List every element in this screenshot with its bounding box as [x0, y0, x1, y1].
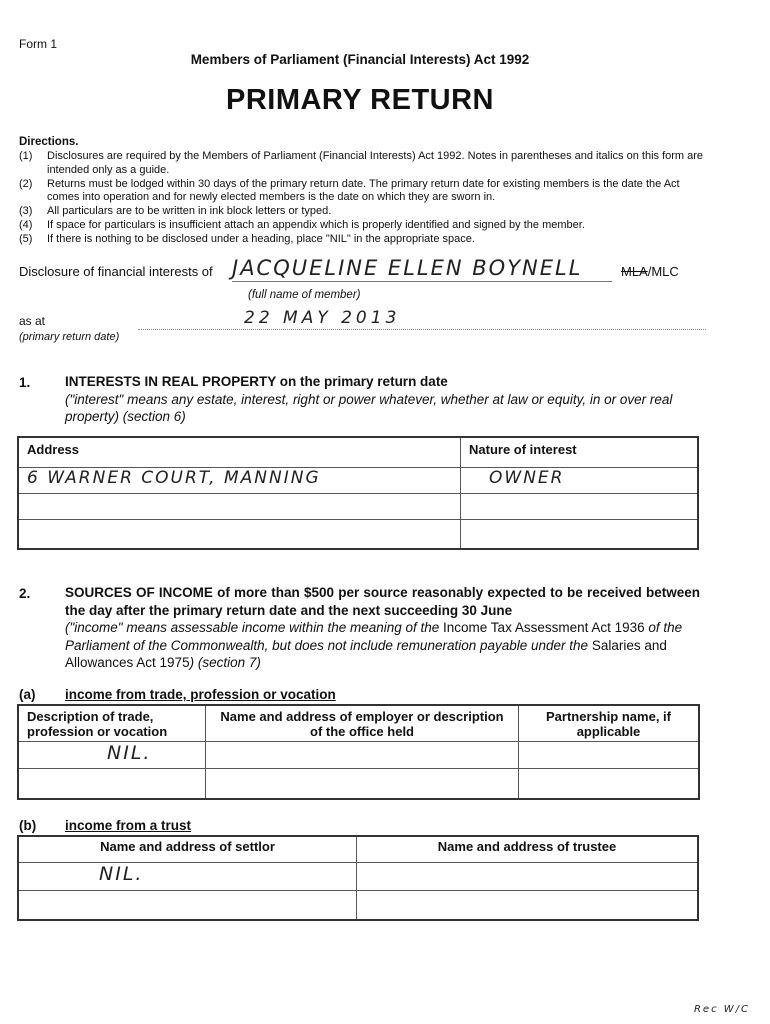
page-title: PRIMARY RETURN — [225, 84, 494, 116]
section1-heading: INTERESTS IN REAL PROPERTY on the primary return date — [65, 374, 448, 389]
section2-subtext-part: ("income" means assessable income within the meaning of the — [65, 620, 444, 635]
part-b-letter: (b) — [19, 818, 37, 833]
mla-struck-text: MLA — [621, 264, 648, 279]
trade-income-table — [17, 704, 700, 800]
trustee-cell[interactable] — [357, 890, 699, 920]
employer-cell[interactable] — [206, 768, 519, 799]
section1-header — [65, 373, 705, 426]
trust-income-table — [17, 835, 699, 921]
direction-item — [19, 178, 709, 206]
section2-number: 2. — [19, 586, 31, 601]
table-row — [18, 493, 698, 519]
direction-item — [19, 205, 709, 219]
partnership-column-header: Partnership name, if applicable — [519, 705, 700, 741]
description-column-header: Description of trade, profession or vocation — [18, 705, 206, 741]
direction-number: (2) — [19, 177, 33, 190]
employer-cell[interactable] — [206, 741, 519, 768]
return-date-field[interactable]: 22 MAY 2013 — [244, 308, 401, 328]
section1-number: 1. — [19, 375, 31, 390]
section2-subtext-part: ) (section 7) — [189, 655, 261, 670]
member-name-underline — [232, 281, 612, 282]
table-row — [18, 741, 699, 768]
direction-number: (5) — [19, 232, 33, 245]
table-row — [18, 467, 698, 493]
description-cell[interactable]: NIL. — [18, 741, 206, 768]
income-tax-act-name: Income Tax Assessment Act 1936 — [443, 620, 645, 635]
nature-cell[interactable]: OWNER — [461, 467, 699, 493]
part-b-title: income from a trust — [65, 818, 192, 833]
direction-item — [19, 219, 709, 233]
return-date-note: (primary return date) — [19, 331, 120, 343]
address-cell[interactable] — [18, 519, 461, 549]
part-a-letter: (a) — [19, 687, 36, 702]
table-row — [18, 890, 698, 920]
employer-column-header: Name and address of employer or description of the office held — [206, 705, 519, 741]
trustee-column-header: Name and address of trustee — [357, 836, 699, 862]
section2-header — [65, 584, 700, 672]
salaries-act-name: Salaries and Allowances Act 1975 — [65, 637, 667, 670]
address-cell[interactable]: 6 WARNER COURT, MANNING — [18, 467, 461, 493]
address-column-header: Address — [18, 437, 461, 467]
section2-heading: SOURCES OF INCOME of more than $500 per source reasonably expected to be received between the day after the primary return date and the next succeeding 30 June — [65, 585, 700, 618]
nature-column-header: Nature of interest — [461, 437, 699, 467]
direction-text: All particulars are to be written in ink block letters or typed. — [47, 205, 332, 218]
partnership-cell[interactable] — [519, 741, 700, 768]
direction-number: (4) — [19, 218, 33, 231]
direction-item — [19, 150, 709, 178]
part-a-heading — [19, 687, 336, 702]
real-property-table — [17, 436, 699, 550]
section2-subtext-part: of the Parliament of the Commonwealth, but does not include remuneration payable under the — [65, 620, 683, 653]
house-designation — [621, 264, 679, 279]
direction-number: (3) — [19, 205, 33, 218]
section1-subtext: ("interest" means any estate, interest, right or power whatever, whether at law or equity, in or over real property) (section 6) — [65, 391, 673, 424]
part-a-title: income from trade, profession or vocation — [65, 687, 336, 702]
settlor-column-header: Name and address of settlor — [18, 836, 357, 862]
description-cell[interactable] — [18, 768, 206, 799]
mlc-text: /MLC — [647, 264, 679, 279]
direction-text: Disclosures are required by the Members of Parliament (Financial Interests) Act 1992. Notes in parentheses and italics on this form are intended only as a guide. — [47, 150, 704, 176]
part-b-heading — [19, 818, 191, 833]
form-number: Form 1 — [19, 37, 58, 51]
direction-text: If space for particulars is insufficient attach an appendix which is properly identified and signed by the member. — [47, 218, 585, 231]
direction-text: Returns must be lodged within 30 days of the primary return date. The primary return date for existing members is the date the Act comes into operation and for newly elected members is the date on which they are sworn in. — [47, 177, 680, 204]
as-at-label: as at — [19, 314, 46, 328]
nature-cell[interactable] — [461, 519, 699, 549]
partnership-cell[interactable] — [519, 768, 700, 799]
settlor-cell[interactable]: NIL. — [18, 862, 357, 890]
directions-list — [19, 150, 709, 247]
direction-item — [19, 233, 709, 247]
settlor-cell[interactable] — [18, 890, 357, 920]
table-row — [18, 862, 698, 890]
address-cell[interactable] — [18, 493, 461, 519]
table-row — [18, 519, 698, 549]
return-date-underline — [138, 329, 706, 330]
act-title: Members of Parliament (Financial Interests) Act 1992 — [190, 52, 530, 67]
direction-number: (1) — [19, 150, 33, 162]
member-name-field[interactable]: JACQUELINE ELLEN BOYNELL — [232, 256, 583, 280]
handwritten-corner-note: Rec W/C — [693, 1004, 750, 1015]
disclosure-label: Disclosure of financial interests of — [19, 264, 213, 279]
section2-subtext — [65, 619, 700, 672]
direction-text: If there is nothing to be disclosed under a heading, place "NIL" in the appropriate space. — [47, 232, 475, 245]
table-row — [18, 768, 699, 799]
full-name-note: (full name of member) — [248, 289, 361, 301]
directions-heading: Directions. — [19, 136, 79, 148]
trustee-cell[interactable] — [357, 862, 699, 890]
nature-cell[interactable] — [461, 493, 699, 519]
